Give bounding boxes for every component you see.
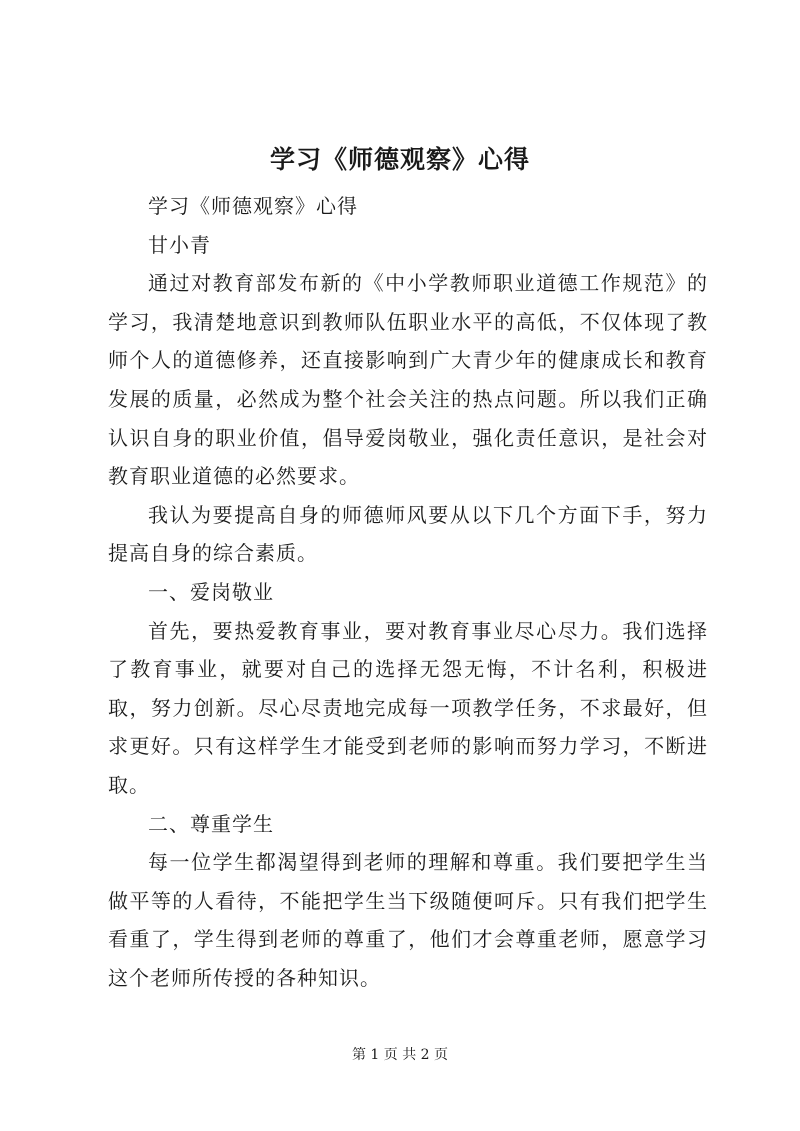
- document-body: [108, 187, 708, 997]
- section-heading: 二、尊重学生: [148, 811, 274, 836]
- page-footer: 第 1 页 共 2 页: [351, 1047, 449, 1063]
- body-paragraph: 通过对教育部发布新的《中小学教师职业道德工作规范》的学习，我清楚地意识到教师队伍职业水平的高低，不仅体现了教师个人的道德修养，还直接影响到广大青少年的健康成长和教育发展的质量，必然成为整个社会关注的热点问题。所以我们正确认识自身的职业价值，倡导爱岗敬业，强化责任意识，是社会对教育职业道德的必然要求。: [108, 271, 708, 489]
- author-paragraph: 甘小青: [148, 232, 211, 257]
- document-title: 学习《师德观察》心得: [269, 145, 530, 174]
- section-heading: 一、爱岗敬业: [148, 579, 274, 604]
- subtitle-paragraph: 学习《师德观察》心得: [148, 194, 358, 218]
- body-paragraph: 首先，要热爱教育事业，要对教育事业尽心尽力。我们选择了教育事业，就要对自己的选择无怨无悔，不计名利，积极进取，努力创新。尽心尽责地完成每一项教学任务，不求最好，但求更好。只有这样学生才能受到老师的影响而努力学习，不断进取。: [108, 618, 708, 797]
- body-paragraph: 每一位学生都渴望得到老师的理解和尊重。我们要把学生当做平等的人看待，不能把学生当下级随便呵斥。只有我们把学生看重了，学生得到老师的尊重了，他们才会尊重老师，愿意学习这个老师所传授的各种知识。: [108, 850, 708, 990]
- body-paragraph: 我认为要提高自身的师德师风要从以下几个方面下手，努力提高自身的综合素质。: [108, 502, 708, 566]
